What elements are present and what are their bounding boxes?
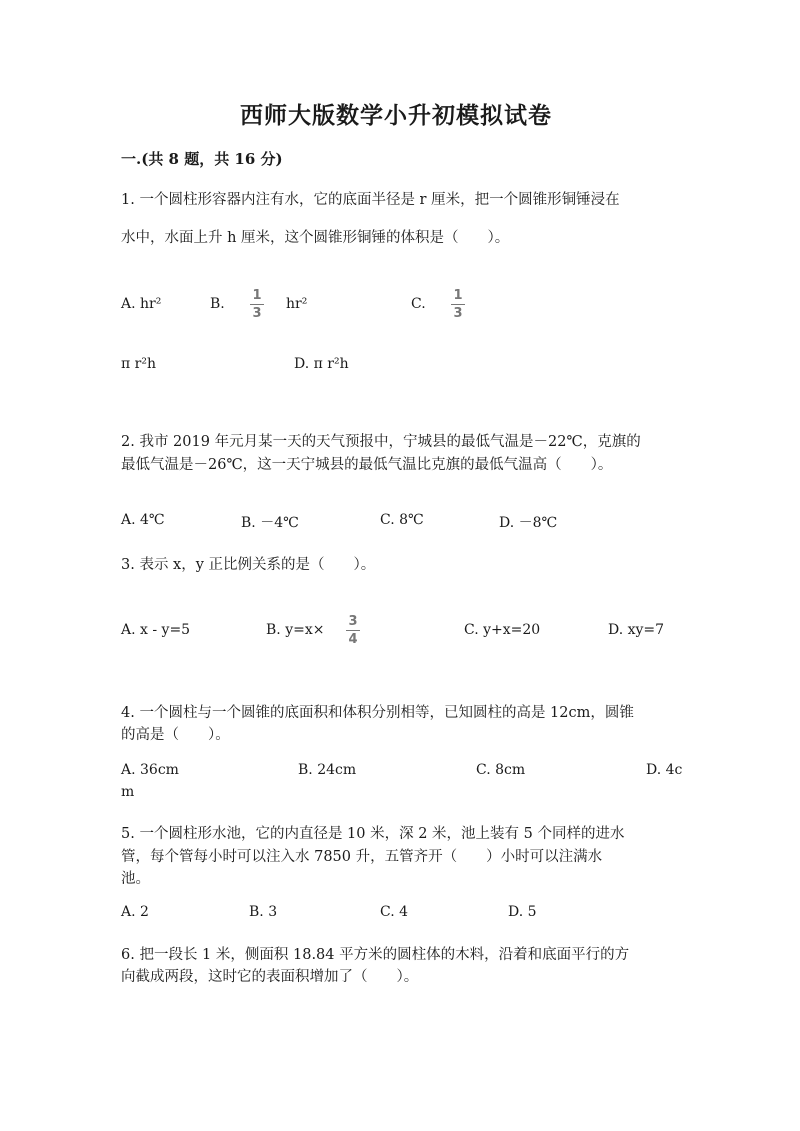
question-1-option-b-text: hr² — [286, 296, 308, 312]
fraction-numerator: 1 — [252, 288, 262, 303]
question-1-option-c-continued: π r²h — [121, 356, 156, 372]
question-5-option-a: A. 2 — [121, 904, 149, 920]
question-1-option-a: A. hr² — [121, 296, 162, 312]
question-3-option-d: D. xy=7 — [608, 622, 665, 638]
question-4-option-d: D. 4c — [646, 762, 683, 778]
question-5-text-line-2: 管，每个管每小时可以注入水 7850 升，五管齐开（ ）小时可以注满水 — [121, 849, 603, 865]
page-title: 西师大版数学小升初模拟试卷 — [240, 102, 552, 129]
question-5-option-d: D. 5 — [508, 904, 537, 920]
question-2-option-a: A. 4℃ — [121, 512, 165, 528]
question-4-text-line-1: 4. 一个圆柱与一个圆锥的底面积和体积分别相等，已知圆柱的高是 12cm，圆锥 — [121, 705, 634, 721]
fraction-denominator: 3 — [453, 306, 463, 321]
question-3-text-line-1: 3. 表示 x，y 正比例关系的是（ ）。 — [121, 557, 376, 573]
question-1-option-c-label: C. — [411, 296, 426, 312]
question-3-option-a: A. x - y=5 — [121, 622, 191, 638]
question-3-option-c: C. y+x=20 — [464, 622, 541, 638]
question-1-option-c-fraction — [451, 289, 465, 321]
question-2-option-d: D. －8℃ — [499, 515, 558, 531]
fraction-bar — [451, 304, 465, 305]
question-5-option-b: B. 3 — [249, 904, 278, 920]
question-2-option-b: B. －4℃ — [241, 515, 299, 531]
question-6-text-line-1: 6. 把一段长 1 米，侧面积 18.84 平方米的圆柱体的木料，沿着和底面平行的方 — [121, 947, 630, 963]
question-4-text-line-2: 的高是（ ）。 — [121, 727, 230, 743]
question-3-option-b-fraction — [346, 615, 360, 647]
fraction-denominator: 4 — [348, 632, 358, 647]
question-5-text-line-3: 池。 — [121, 871, 150, 887]
fraction-numerator: 1 — [453, 288, 463, 303]
question-4-option-a: A. 36cm — [121, 762, 179, 778]
question-5-option-c: C. 4 — [380, 904, 409, 920]
question-1-text-line-2: 水中，水面上升 h 厘米，这个圆锥形铜锤的体积是（ ）。 — [121, 230, 510, 246]
fraction-bar — [250, 304, 264, 305]
question-2-option-c: C. 8℃ — [380, 512, 424, 528]
question-4-option-b: B. 24cm — [298, 762, 357, 778]
question-1-option-b-label: B. — [210, 296, 225, 312]
question-2-text-line-2: 最低气温是－26℃，这一天宁城县的最低气温比克旗的最低气温高（ ）。 — [121, 457, 613, 473]
fraction-numerator: 3 — [348, 614, 358, 629]
question-1-option-d: D. π r²h — [294, 356, 349, 372]
question-3-option-b: B. y=x× — [266, 622, 325, 638]
question-2-text-line-1: 2. 我市 2019 年元月某一天的天气预报中，宁城县的最低气温是－22℃，克旗的 — [121, 434, 641, 450]
fraction-denominator: 3 — [252, 306, 262, 321]
question-1-text-line-1: 1. 一个圆柱形容器内注有水，它的底面半径是 r 厘米，把一个圆锥形铜锤浸在 — [121, 192, 620, 208]
fraction-bar — [346, 630, 360, 631]
question-5-text-line-1: 5. 一个圆柱形水池，它的内直径是 10 米，深 2 米，池上装有 5 个同样的进水 — [121, 826, 625, 842]
question-4-option-c: C. 8cm — [476, 762, 526, 778]
question-4-option-d-continued: m — [121, 784, 135, 800]
question-6-text-line-2: 向截成两段，这时它的表面积增加了（ ）。 — [121, 969, 419, 985]
section-heading: 一.(共 8 题，共 16 分) — [121, 150, 283, 168]
question-1-option-b-fraction — [250, 289, 264, 321]
